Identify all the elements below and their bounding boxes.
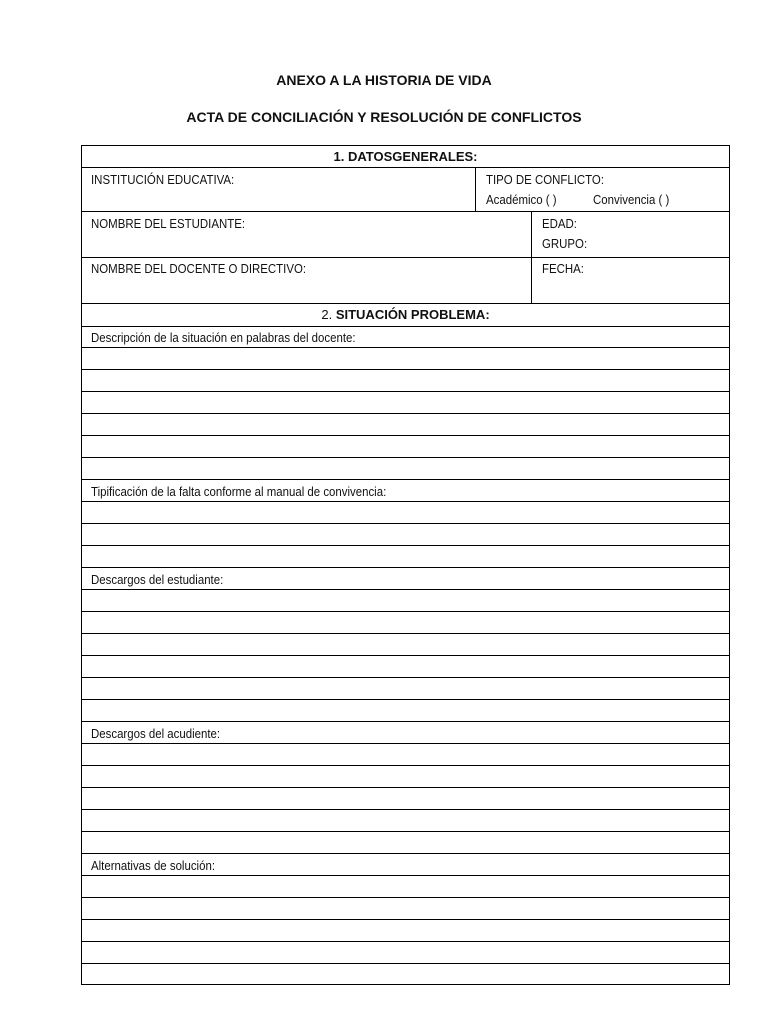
writing-line — [82, 963, 729, 964]
writing-line — [82, 809, 729, 810]
writing-line — [82, 501, 729, 502]
writing-line — [82, 897, 729, 898]
section1-title: 1. DATOSGENERALES: — [333, 149, 478, 164]
section2-title — [82, 307, 729, 322]
writing-line — [82, 391, 729, 392]
writing-line — [82, 765, 729, 766]
descargos-estudiante-label: Descargos del estudiante: — [91, 572, 224, 587]
grupo-label: GRUPO: — [542, 236, 588, 251]
divider — [82, 167, 729, 168]
writing-line — [82, 413, 729, 414]
writing-line — [82, 919, 729, 920]
writing-line — [82, 347, 729, 348]
edad-label: EDAD: — [542, 216, 577, 231]
divider — [82, 326, 729, 327]
section2-number: 2. — [321, 307, 333, 322]
writing-line — [82, 853, 729, 854]
section2-label: SITUACIÓN PROBLEMA: — [335, 307, 490, 322]
divider — [82, 257, 729, 258]
writing-line — [82, 699, 729, 700]
nombre-estudiante-label: NOMBRE DEL ESTUDIANTE: — [91, 216, 246, 231]
writing-line — [82, 611, 729, 612]
institucion-label: INSTITUCIÓN EDUCATIVA: — [91, 172, 235, 187]
fecha-label: FECHA: — [542, 261, 584, 276]
nombre-docente-label: NOMBRE DEL DOCENTE O DIRECTIVO: — [91, 261, 307, 276]
writing-line — [82, 523, 729, 524]
writing-line — [82, 655, 729, 656]
writing-line — [82, 369, 729, 370]
writing-line — [82, 831, 729, 832]
divider — [82, 303, 729, 304]
writing-line — [82, 633, 729, 634]
descargos-acudiente-label: Descargos del acudiente: — [91, 726, 221, 741]
writing-line — [82, 545, 729, 546]
alternativas-label: Alternativas de solución: — [91, 858, 216, 873]
academico-option: Académico ( ) — [486, 192, 557, 207]
divider — [475, 167, 476, 211]
writing-line — [82, 875, 729, 876]
writing-line — [82, 787, 729, 788]
divider — [82, 211, 729, 212]
descripcion-label: Descripción de la situación en palabras del docente: — [91, 330, 356, 345]
tipificacion-label: Tipificación de la falta conforme al manual de convivencia: — [91, 484, 387, 499]
writing-line — [82, 567, 729, 568]
tipo-conflicto-label: TIPO DE CONFLICTO: — [486, 172, 605, 187]
writing-line — [82, 941, 729, 942]
writing-line — [82, 479, 729, 480]
writing-line — [82, 457, 729, 458]
writing-line — [82, 677, 729, 678]
writing-line — [82, 721, 729, 722]
writing-line — [82, 589, 729, 590]
conciliation-form — [81, 145, 730, 985]
writing-line — [82, 743, 729, 744]
document-title: ANEXO A LA HISTORIA DE VIDA — [276, 72, 492, 88]
writing-line — [82, 435, 729, 436]
convivencia-option: Convivencia ( ) — [593, 192, 670, 207]
document-subtitle: ACTA DE CONCILIACIÓN Y RESOLUCIÓN DE CONFLICTOS — [186, 109, 582, 125]
